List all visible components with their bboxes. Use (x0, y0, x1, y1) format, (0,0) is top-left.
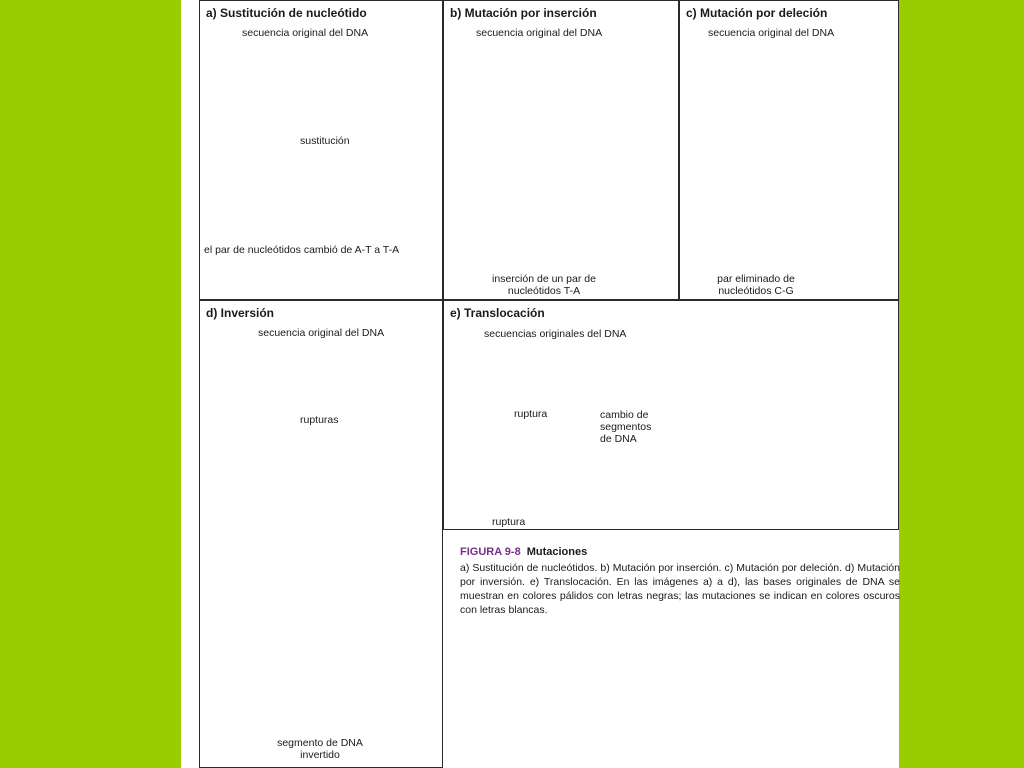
panel-substitution (199, 0, 443, 300)
panel-translocation (443, 300, 899, 530)
panel-deletion (679, 0, 899, 300)
panel-d-breaks-label: rupturas (300, 414, 339, 426)
panel-c-title: c) Mutación por deleción (686, 6, 828, 20)
figure-page (181, 0, 899, 768)
panel-insertion (443, 0, 679, 300)
panel-d-original-label: secuencia original del DNA (258, 327, 385, 339)
panel-d-result-label: segmento de DNA invertido (277, 737, 363, 761)
panel-b-result-label: inserción de un par de nucleótidos T-A (492, 273, 596, 297)
panel-d-title: d) Inversión (206, 306, 275, 320)
panel-e-title: e) Translocación (450, 306, 545, 320)
panel-c-result-label: par eliminado de nucleótidos C-G (717, 273, 795, 297)
panel-a-arrow-label: sustitución (300, 135, 350, 147)
panel-a-original-label: secuencia original del DNA (242, 27, 369, 39)
caption-figure-number: FIGURA 9-8 (460, 546, 521, 558)
caption-body: a) Sustitución de nucleótidos. b) Mutación por inserción. c) Mutación por deleción. d) Mutación por inversión. e) Translocación. En las imágenes a) a d), las bases originales de DNA se muestran en colores pálidos con letras negras; las mutaciones se indican en colores oscuros con letras blancas. (460, 562, 900, 616)
panel-e-original-label: secuencias originales del DNA (484, 328, 627, 340)
panel-a-title: a) Sustitución de nucleótido (206, 6, 367, 20)
panel-a-result-label: el par de nucleótidos cambió de A-T a T-A (204, 244, 400, 256)
panel-inversion (199, 300, 443, 768)
panel-e-break-label-top: ruptura (514, 408, 548, 420)
panel-c-original-label: secuencia original del DNA (708, 27, 835, 39)
panel-b-original-label: secuencia original del DNA (476, 27, 603, 39)
panel-b-title: b) Mutación por inserción (450, 6, 597, 20)
caption-heading (460, 546, 587, 558)
panel-e-exchange-label: cambio de segmentos de DNA (600, 409, 652, 445)
caption-title: Mutaciones (526, 546, 588, 558)
panel-e-break-label-bottom: ruptura (492, 516, 526, 528)
